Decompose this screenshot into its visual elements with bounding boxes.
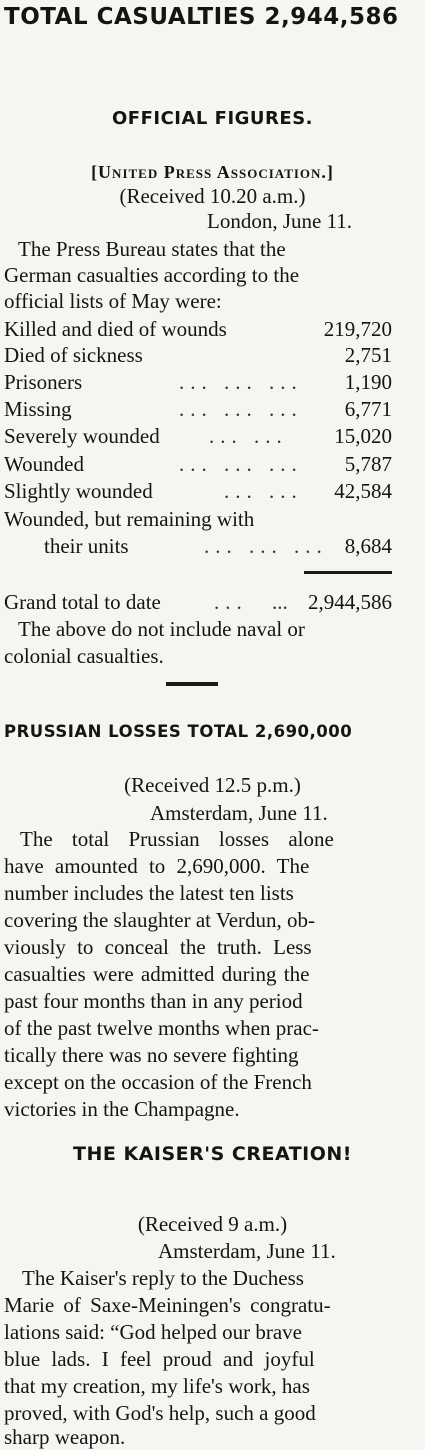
table-value: 219,720 <box>323 317 392 341</box>
table-label: their units <box>44 534 129 558</box>
body-line: The Press Bureau states that the <box>18 237 286 261</box>
sum-rule <box>304 571 392 574</box>
received-time: (Received 9 a.m.) <box>137 1212 288 1236</box>
headline-total-casualties: TOTAL CASUALTIES 2,944,586 <box>4 4 399 30</box>
grand-total-label: Grand total to date <box>4 590 161 614</box>
table-label: Died of sickness <box>4 343 143 367</box>
table-label: Wounded <box>4 452 84 476</box>
body-line: blue lads. I feel proud and joyful <box>4 1347 315 1371</box>
table-value: 42,584 <box>334 479 392 503</box>
table-value: 2,751 <box>344 343 392 367</box>
body-line: of the past twelve months when prac- <box>4 1016 319 1040</box>
body-line: sharp weapon. <box>4 1425 126 1449</box>
grand-total-value: 2,944,586 <box>308 590 392 614</box>
body-line: victories in the Champagne. <box>4 1097 240 1121</box>
body-line: viously to conceal the truth. Less <box>4 935 312 959</box>
leader-dots: ... ... <box>209 424 288 448</box>
table-value: 5,787 <box>344 452 392 476</box>
body-line: covering the slaughter at Verdun, ob- <box>4 908 316 932</box>
body-line: proved, with God's help, such a good <box>4 1401 316 1425</box>
agency-credit: [United Press Association.] <box>91 162 334 182</box>
table-value: 8,684 <box>344 534 392 558</box>
leader-dots: ... <box>272 590 288 614</box>
table-value: 6,771 <box>344 397 392 421</box>
table-label: Killed and died of wounds <box>4 317 227 341</box>
leader-dots: ... ... ... <box>204 534 328 558</box>
body-line: tically there was no severe fighting <box>4 1043 299 1067</box>
body-line: German casualties according to the <box>4 263 300 287</box>
dateline: Amsterdam, June 11. <box>150 801 328 825</box>
table-value: 1,190 <box>344 370 392 394</box>
body-line: that my creation, my life's work, has <box>4 1374 310 1398</box>
body-line: The total Prussian losses alone <box>20 827 334 851</box>
table-label: Severely wounded <box>4 424 160 448</box>
table-label: Slightly wounded <box>4 479 153 503</box>
dateline: London, June 11. <box>207 209 353 233</box>
section-divider <box>166 682 218 686</box>
leader-dots: ... ... ... <box>179 452 303 476</box>
leader-dots: ... ... ... <box>179 397 303 421</box>
subhead-official-figures: OFFICIAL FIGURES. <box>111 108 313 129</box>
body-line: number includes the latest ten lists <box>4 881 294 905</box>
table-label: Missing <box>4 397 72 421</box>
body-line: Marie of Saxe-Meiningen's congratu- <box>4 1293 331 1317</box>
headline-kaiser-creation: THE KAISER'S CREATION! <box>73 1143 352 1165</box>
body-line: colonial casualties. <box>4 644 164 668</box>
table-label: Wounded, but remaining with <box>4 507 255 531</box>
headline-prussian-losses: PRUSSIAN LOSSES TOTAL 2,690,000 <box>4 722 353 741</box>
body-line: official lists of May were: <box>4 289 222 313</box>
body-line: past four months than in any period <box>4 989 303 1013</box>
leader-dots: ... ... <box>224 479 303 503</box>
received-time: (Received 10.20 a.m.) <box>119 184 306 208</box>
received-time: (Received 12.5 p.m.) <box>124 773 301 797</box>
dateline: Amsterdam, June 11. <box>158 1239 336 1263</box>
leader-dots: ... ... ... <box>179 370 303 394</box>
body-line: casualties were admitted during the <box>4 962 310 986</box>
body-line: The Kaiser's reply to the Duchess <box>22 1266 304 1290</box>
table-value: 15,020 <box>334 424 392 448</box>
body-line: The above do not include naval or <box>18 617 305 641</box>
leader-dots: ... <box>214 590 248 614</box>
body-line: except on the occasion of the French <box>4 1070 312 1094</box>
body-line: have amounted to 2,690,000. The <box>4 854 310 878</box>
body-line: lations said: “God helped our brave <box>4 1320 302 1344</box>
table-label: Prisoners <box>4 370 83 394</box>
